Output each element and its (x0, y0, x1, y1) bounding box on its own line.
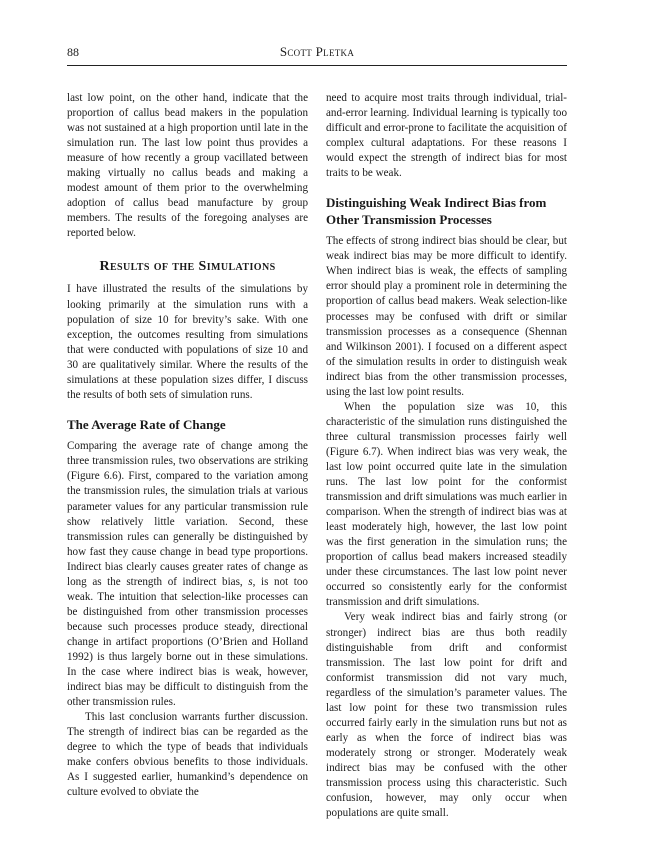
left-column (67, 91, 308, 800)
header-rule (67, 65, 567, 66)
paragraph-effects: The effects of strong indirect bias should be clear, but weak indirect bias may be more difficult to identify. When indirect bias is weak, the effects of sampling error should play a prominent role in determining the proportion of callus bead makers. Weak selection-like processes may be confused with drift or similar transmission processes as a consequence (Shennan and Wilkinson 2001). I focused on a different aspect of the simulation results in order to distinguish weak indirect bias from the other transmission processes, using the last low point results. (326, 235, 567, 398)
paragraph-continued: last low point, on the other hand, indicate that the proportion of callus bead makers in the population was not sustained at a high proportion until late in the simulation run. The last low point thus provides a measure of how recently a group vacillated between making virtually no callus beads and making a modest amount of them prior to the overwhelming adoption of callus bead manufacture by group members. The results of the foregoing analyses are reported below. (67, 92, 308, 240)
paragraph-results: I have illustrated the results of the simulations by looking primarily at the simulation runs with a population of size 10 for brevity’s sake. With one exception, the outcomes resulting from simulations that were conducted with populations of size 10 and 30 are qualitatively similar. Where the results of the simulations at these population sizes differ, I discuss the results of both sets of simulation runs. (67, 283, 308, 401)
rate-text-part2: , is not too weak. The intuition that selection-like processes can be distinguished from other transmission processes because such processes produce steady, directional change in artifact proportions (O’Brien and Holland 1992) is thus largely borne out in these simulations. In the case where indirect bias is weak, however, indirect bias may be difficult to distinguish from the other transmission rules. (67, 575, 308, 709)
rate-text-part1: Comparing the average rate of change among the three transmission rules, two observations are striking (Figure 6.6). First, compared to the variation among the transmission rules, the simulation trials at various parameter values for any particular transmission rule show relatively little variation. Second, these transmission rules can generally be distinguished by how fast they cause change in bead type proportions. Indirect bias clearly causes greater rates of change as long as the strength of indirect bias, (67, 440, 308, 588)
subheading-average-rate: The Average Rate of Change (67, 416, 226, 432)
paragraph-population-size: When the population size was 10, this characteristic of the simulation runs distinguished the three cultural transmission processes fairly well (Figure 6.7). When indirect bias was very weak, the last low point occurred quite late in the simulation runs. The last low point for the conformist transmission and drift simulations was much earlier in comparison. When the strength of indirect bias was at least moderately high, however, the last low point was the first generation in the simulation runs; the proportion of callus bead makers increased steadily under these circumstances. The last low point never occurred so consistently early for the conformist transmission and drift simulations. (326, 400, 567, 609)
page-number: 88 (67, 45, 79, 59)
running-head (67, 44, 567, 60)
running-head-author: Scott Pletka (279, 44, 355, 59)
paragraph-rate-of-change (67, 439, 308, 710)
paragraph-continued-right: need to acquire most traits through individual, trial-and-error learning. Individual learning is typically too difficult and error-prone to facilitate the acquisition of complex cultural adaptations. For these reasons I would expect the strength of indirect bias for most traits to be weak. (326, 92, 567, 180)
paragraph-weak-bias: Very weak indirect bias and fairly strong (or stronger) indirect bias are thus both readily distinguishable from drift and conformist transmission. The last low point for drift and conformist transmission did not vary much, regardless of the simulation’s parameter values. The last low point for these two transmission rules occurred fairly early in the simulation runs but not as early as when the force of indirect bias was moderately strong or stronger. Moderately weak indirect bias may be confused with the other transmission process using this characteristic. Such confusion, however, may only occur when populations are quite small. (326, 611, 567, 820)
right-column (326, 91, 567, 821)
section-heading: Results of the Simulations (99, 259, 276, 275)
paragraph-conclusion: This last conclusion warrants further discussion. The strength of indirect bias can be regarded as the degree to which the type of beads that individuals make confers obvious benefits to those individuals. As I suggested earlier, humankind’s dependence on culture evolved to obviate the (67, 711, 308, 799)
subheading-weak-indirect-bias: Distinguishing Weak Indirect Bias from Other Transmission Processes (326, 195, 547, 227)
indirect-bias-symbol: s (248, 575, 253, 588)
